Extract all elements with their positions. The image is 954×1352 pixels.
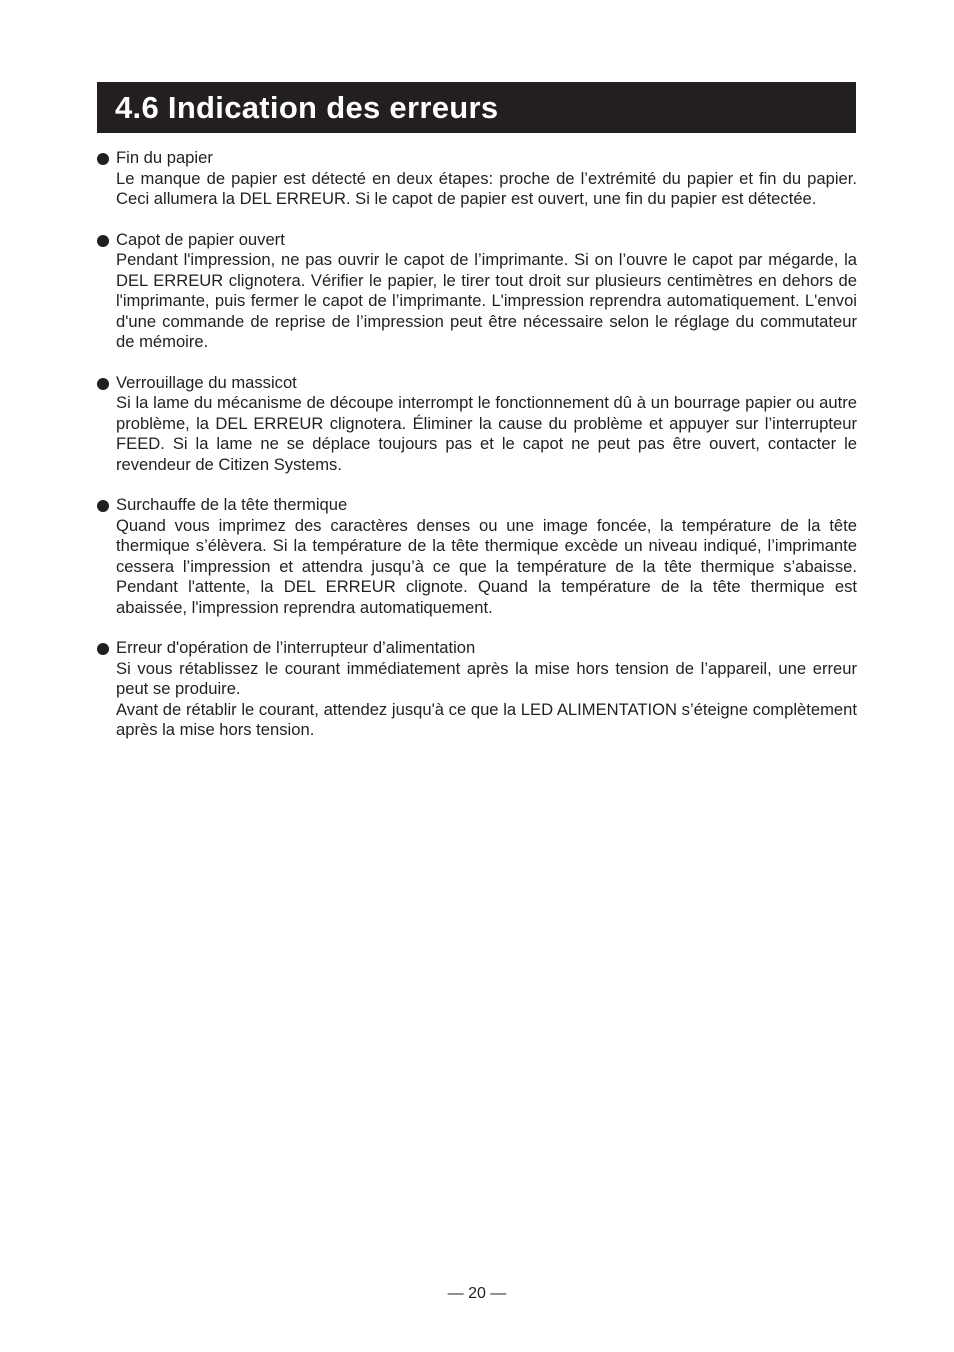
section-paragraph: Si vous rétablissez le courant immédiatement après la mise hors tension de l’appareil, une erreur peut se produire. [116,658,857,698]
page-number: — 20 — [447,1285,507,1302]
section-erreur-interrupteur [97,638,857,741]
bullet-icon [97,153,109,165]
section-capot-ouvert [97,230,857,353]
section-paragraph: Le manque de papier est détecté en deux étapes: proche de l’extrémité du papier et fin du papier. Ceci allumera la DEL ERREUR. Si le capot de papier est ouvert, une fin du papier est détectée. [116,168,857,208]
bullet-icon [97,378,109,390]
section-paragraph: Pendant l'impression, ne pas ouvrir le capot de l’imprimante. Si on l’ouvre le capot par mégarde, la DEL ERREUR clignotera. Vérifier le papier, le tirer tout droit sur plusieurs centimètres en dehors de l'imprimante, puis fermer le capot de l’imprimante. L'impression reprendra automatiquement. L'envoi d'une commande de reprise de l’impression peut être nécessaire selon le réglage du commutateur de mémoire. [116,250,857,351]
section-heading: Surchauffe de la tête thermique [116,495,348,514]
document-body [97,148,857,761]
section-paragraph: Quand vous imprimez des caractères denses ou une image foncée, la température de la tête thermique s’élèvera. Si la température de la tête thermique excède un niveau indiqué, l’imprimante cessera l’impression et attendra jusqu’à ce que la température de la tête thermique s’abaisse. Pendant l'attente, la DEL ERREUR clignote. Quand la température de la tête thermique est abaissée, l'impression reprendra automatiquement. [116,515,857,617]
section-surchauffe-tete [97,495,857,618]
section-heading: Erreur d'opération de l’interrupteur d’alimentation [116,638,476,657]
section-fin-du-papier [97,148,857,210]
bullet-icon [97,500,109,512]
bullet-icon [97,643,109,655]
page-title: 4.6 Indication des erreurs [115,89,499,125]
section-heading: Verrouillage du massicot [116,372,297,392]
section-paragraph: Si la lame du mécanisme de découpe interrompt le fonctionnement dû à un bourrage papier ou autre problème, la DEL ERREUR clignotera. Éliminer la cause du problème et appuyer sur l’interrupteur FEED. Si la lame ne se déplace toujours pas et le capot ne peut pas être ouvert, contacter le revendeur de Citizen Systems. [116,393,857,474]
bullet-icon [97,235,109,247]
section-title-bar [97,82,856,133]
section-heading: Capot de papier ouvert [116,229,285,249]
section-paragraph: Avant de rétablir le courant, attendez jusqu'à ce que la LED ALIMENTATION s’éteigne complètement après la mise hors tension. [116,699,857,739]
section-verrouillage-massicot [97,373,857,476]
section-heading: Fin du papier [116,148,213,167]
